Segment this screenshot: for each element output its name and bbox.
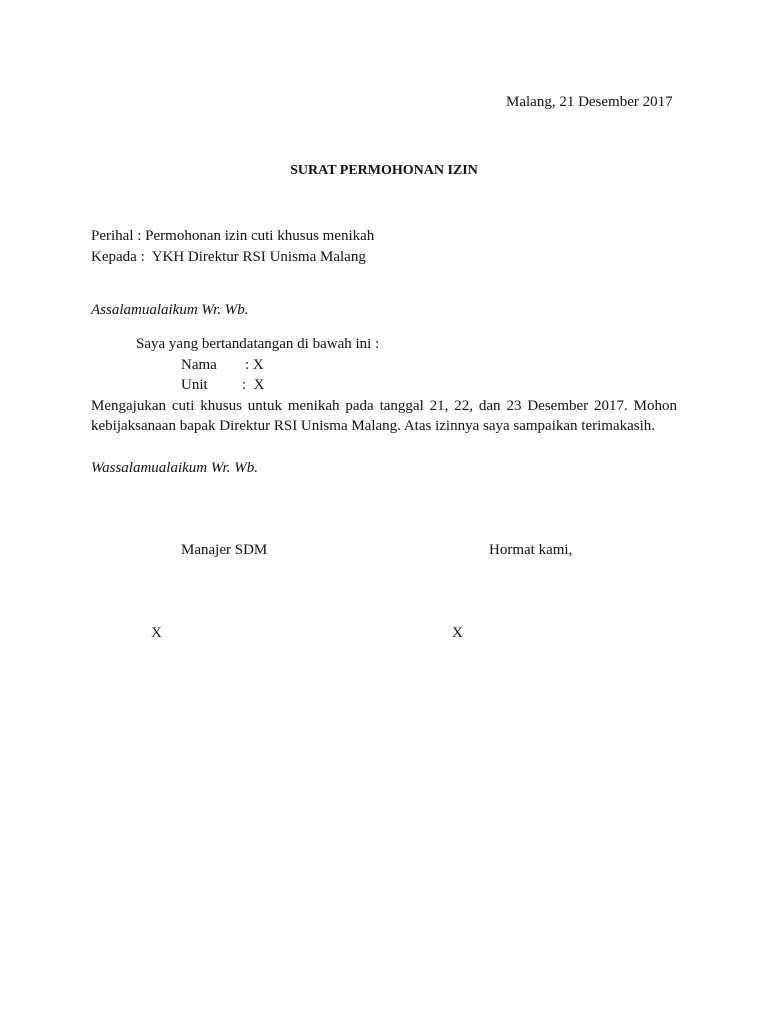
letter-title: SURAT PERMOHONAN IZIN <box>290 163 478 178</box>
field-unit-value: : X <box>242 377 265 393</box>
kepada-line <box>91 247 366 267</box>
perihal-line <box>91 226 374 246</box>
kepada-separator: : <box>136 249 152 265</box>
greeting: Assalamualaikum Wr. Wb. <box>91 302 249 318</box>
intro-line: Saya yang bertandatangan di bawah ini : <box>136 336 380 352</box>
field-nama-label: Nama <box>181 357 217 373</box>
field-nama <box>181 355 264 375</box>
field-nama-value: : X <box>245 357 264 373</box>
place-date: Malang, 21 Desember 2017 <box>506 94 673 110</box>
body-paragraph: Mengajukan cuti khusus untuk menikah pada tanggal 21, 22, dan 23 Desember 2017. Mohon kebijaksanaan bapak Direktur RSI Unisma Malang. Atas izinnya saya sampaikan terimakasih. <box>91 398 677 434</box>
kepada-label: Kepada <box>91 249 137 265</box>
signature-name-left: X <box>151 625 162 641</box>
field-unit <box>181 375 265 395</box>
closing: Wassalamualaikum Wr. Wb. <box>91 460 258 476</box>
kepada-value: YKH Direktur RSI Unisma Malang <box>151 249 366 265</box>
signature-name-right: X <box>452 625 463 641</box>
perihal-value: Permohonan izin cuti khusus menikah <box>145 228 375 244</box>
signature-role-right: Hormat kami, <box>489 542 573 558</box>
field-unit-label: Unit <box>181 377 208 393</box>
signature-role-left: Manajer SDM <box>181 542 268 558</box>
perihal-label: Perihal <box>91 228 134 244</box>
perihal-separator: : <box>133 228 146 244</box>
